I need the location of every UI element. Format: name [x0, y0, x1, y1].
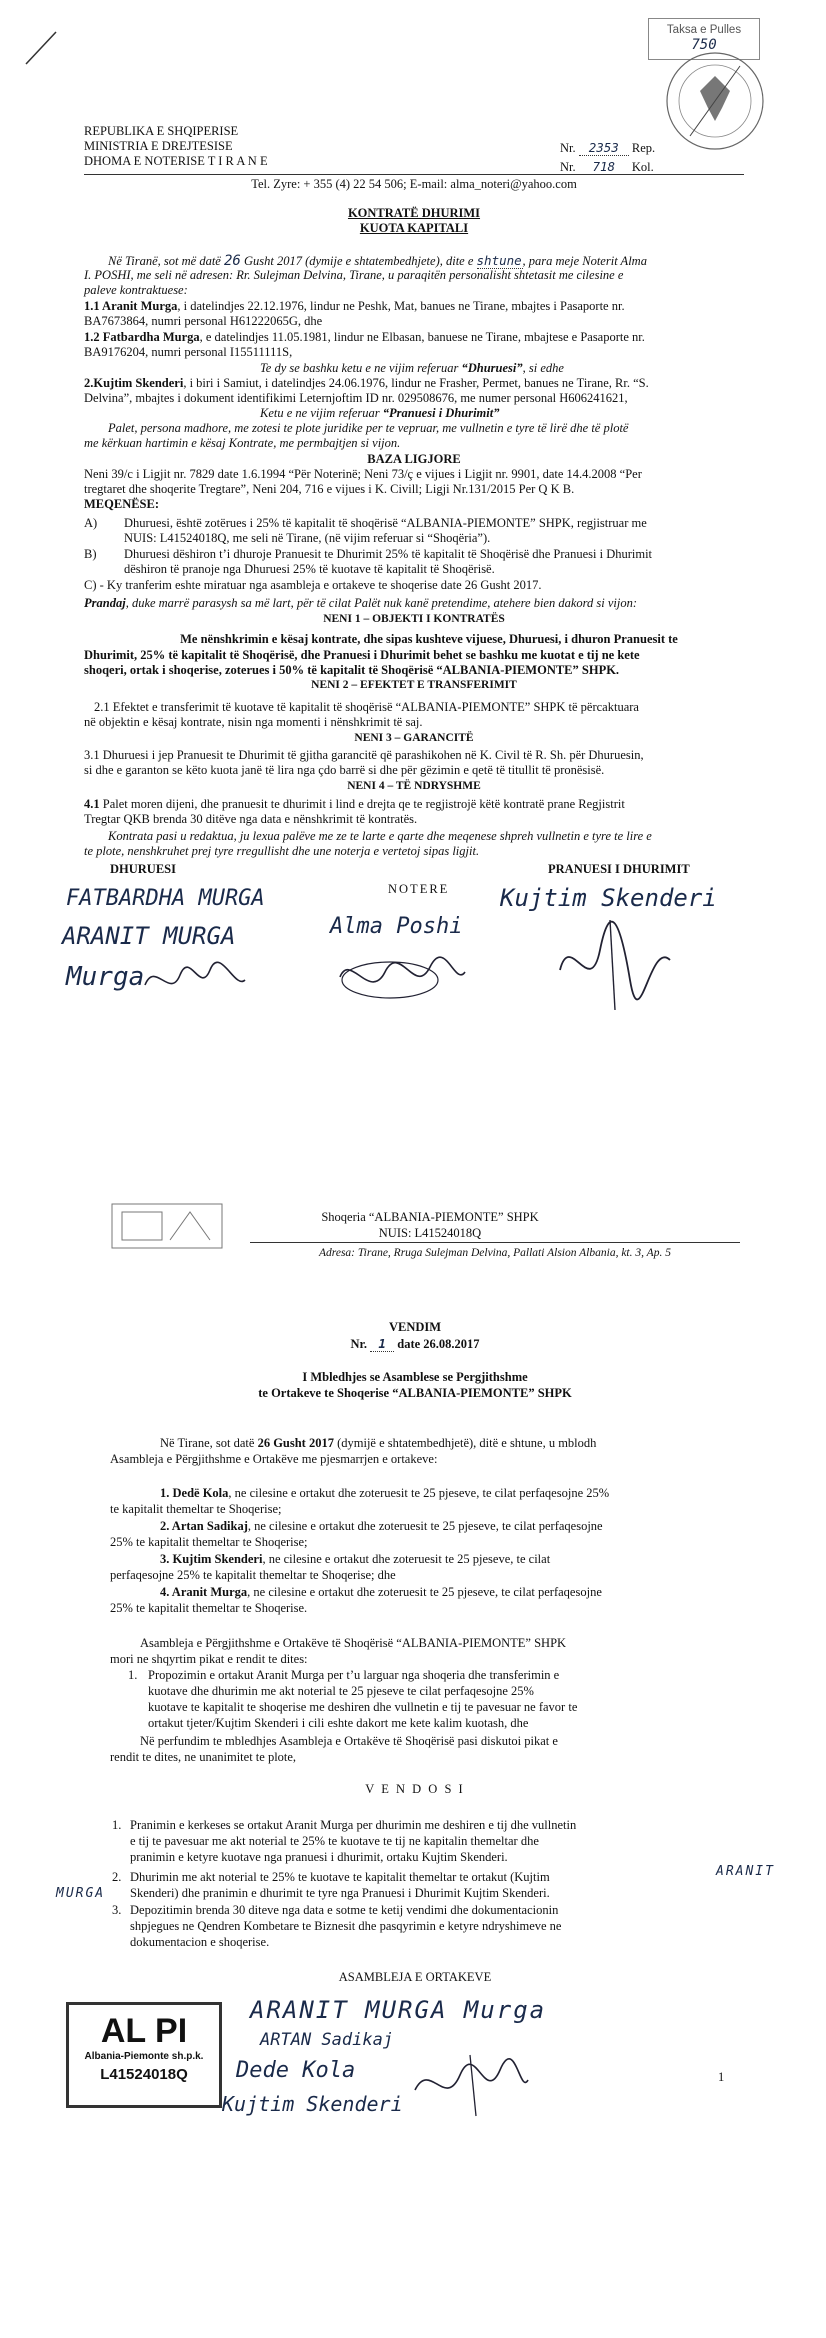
- recital-a-1: Dhuruesi, është zotërues i 25% të kapitalit të shoqërisë “ALBANIA-PIEMONTE” SHPK, regjistruar me: [124, 516, 647, 530]
- article-2-title: NENI 2 – EFEKTET E TRANSFERIMIT: [311, 679, 517, 691]
- tax-stamp-value: 750: [691, 37, 717, 53]
- article-1-line-3: shoqeri, ortak i shoqerise, zoterues i 50% të kapitalit të Shoqërisë “ALBANIA-PIEMONTE” SHPK.: [84, 663, 620, 677]
- recital-c: C) - Ky tranferim eshte miratuar nga asambleja e ortakeve te shoqerise date 26 Gusht 2017.: [84, 578, 542, 592]
- handwritten-name-aranit: ARANIT MURGA: [62, 922, 236, 950]
- decision-intro-2: Asambleja e Përgjithshme e Ortakëve me pjesmarrjen e ortakeve:: [110, 1452, 438, 1466]
- intro-date-post: , para meje Noterit Alma: [522, 254, 647, 268]
- member-1-name: 1. Dedë Kola: [160, 1486, 229, 1500]
- notary-signature-label: NOTERE: [388, 882, 450, 896]
- signature-aranit-murga: ARANIT MURGA Murga: [250, 1996, 547, 2024]
- party-2-details: , e datelindjes 11.05.1981, lindur ne Elbasan, banuese ne Tirane, mbajtese e Pasaporte nr.: [199, 330, 645, 344]
- decision-1-line-1: Pranimin e kerkeses se ortakut Aranit Murga per dhurimin me deshiren e tij dhe vullnetin: [130, 1818, 577, 1832]
- donor-ref-post: , si edhe: [522, 361, 564, 375]
- recital-b-1: Dhuruesi dëshiron t’i dhuroje Pranuesit te Dhurimit 25% të kapitalit të Shoqërisë dhe Pranuesi i Dhurimit: [124, 547, 653, 561]
- party-3: [84, 376, 774, 391]
- article-4-text: Palet moren dijeni, dhe pranuesit te dhurimit i lind e drejta qe te regjistrojë këtë kontratë prane Regjistrit: [99, 797, 625, 811]
- article-4-title: NENI 4 – TË NDRYSHME: [347, 780, 481, 792]
- recital-a-2: NUIS: L41524018Q, me seli në Tirane, (në vijim referuar si “Shoqëria”).: [124, 531, 491, 545]
- member-4-details-2: 25% te kapitalit themeltar te Shoqerise.: [110, 1601, 308, 1615]
- handwritten-margin-aranit: ARANIT: [716, 1864, 775, 1879]
- party-2-name: 1.2 Fatbardha Murga: [84, 330, 200, 344]
- agenda-intro-1: Asambleja e Përgjithshme e Ortakëve të Shoqërisë “ALBANIA-PIEMONTE” SHPK: [140, 1636, 567, 1650]
- closing-line-1: Kontrata pasi u redaktua, ju lexua palëve me ze te larte e qarte dhe meqenese shpreh vullnetin e tyre te lire e: [108, 829, 652, 843]
- company-address: Adresa: Tirane, Rruga Sulejman Delvina, Pallati Alsion Albania, kt. 3, Ap. 5: [319, 1247, 671, 1259]
- donor-ref-pre: Te dy se bashku ketu e ne vijim referuar: [260, 361, 462, 375]
- agenda-item-line-2: kuotave dhe dhurimin me akt noterial te 25 pjeseve te cilat perfaqesojne 25%: [148, 1684, 534, 1698]
- member-1-details: , ne cilesine e ortakut dhe zoteruesit te 25 pjeseve, te cilat perfaqesojne 25%: [228, 1486, 610, 1500]
- company-stamp: [66, 2002, 222, 2108]
- party-3-details: , i biri i Samiut, i datelindjes 24.06.1976, lindur ne Frasher, Permet, banues ne Tirane, Rr. “S.: [183, 376, 649, 390]
- decision-1-line-3: pranimin e ketyre kuotave nga pranuesi i dhurimit, ortaku Kujtim Skenderi.: [130, 1850, 508, 1864]
- party-2: [84, 330, 774, 345]
- decision-number: 1: [370, 1336, 394, 1352]
- decision-3-line-1: Depozitimin brenda 30 diteve nga data e sotme te ketij vendimi dhe dokumentacionin: [130, 1903, 559, 1917]
- agenda-item-line-4: ortakut tjeter/Kujtim Skenderi i cili eshte dakort me kete kalim kuotash, dhe: [148, 1716, 529, 1730]
- decision-intro-date: 26 Gusht 2017: [257, 1436, 334, 1450]
- signature-dede-kola: Dede Kola: [236, 2058, 356, 2083]
- header-block: [84, 124, 268, 169]
- donor-signature-label: DHURUESI: [110, 862, 176, 876]
- company-nuis: NUIS: L41524018Q: [378, 1226, 482, 1240]
- decision-page: [0, 1170, 826, 2338]
- member-3-details-2: perfaqesojne 25% te kapitalit themeltar te Shoqerise; dhe: [110, 1568, 396, 1582]
- company-divider: [250, 1242, 740, 1243]
- assembly-label: ASAMBLEJA E ORTAKEVE: [338, 1970, 492, 1984]
- party-3-name: 2.Kujtim Skenderi: [84, 376, 184, 390]
- member-1: [110, 1486, 750, 1501]
- meeting-title-2: te Ortakeve te Shoqerise “ALBANIA-PIEMONTE” SHPK: [258, 1386, 572, 1400]
- article-3-title: NENI 3 – GARANCITË: [354, 732, 474, 744]
- article-1-line-2: Dhurimit, 25% të kapitalit të Shoqërisë, dhe Pranuesi i Dhurimit behet se bashku me kuotat e tij ne kete: [84, 648, 640, 662]
- recipient-reference: [260, 406, 499, 421]
- recipient-ref-term: “Pranuesi i Dhurimit”: [382, 406, 500, 420]
- page-number: 1: [718, 2070, 725, 2084]
- article-3-line-1: 3.1 Dhuruesi i jep Pranuesit te Dhurimit të gjitha garancitë që parashikohen në K. Civil të R. Sh. për Dhuruesin,: [84, 748, 644, 762]
- decision-intro-pre: Në Tirane, sot datë: [160, 1436, 258, 1450]
- recital-b-label: B): [84, 547, 97, 561]
- party-1-details-2: BA7673864, numri personal H61222065G, dhe: [84, 314, 323, 328]
- donor-signature: Murga: [66, 962, 145, 992]
- article-1-title: NENI 1 – OBJEKTI I KONTRATËS: [323, 613, 505, 625]
- donor-ref-term: “Dhuruesi”: [461, 361, 523, 375]
- intro-line-2: I. POSHI, me seli në adresen: Rr. Sulejman Delvina, Tirane, u paraqitën personalisht shtetasit me cilesine e: [84, 268, 624, 282]
- party-3-details-2: Delvina”, mbajtes i dokument identifikimi Leternjoftim ID nr. 029508676, me numer personal H606241621,: [84, 391, 628, 405]
- kol-number: 718: [579, 159, 629, 175]
- contract-subtitle: KUOTA KAPITALI: [359, 221, 469, 235]
- decision-date: date 26.08.2017: [397, 1337, 480, 1351]
- decision-3-line-2: shpjegues ne Qendren Kombetare te Biznesit dhe pasqyrimin e ketyre ndryshimeve ne: [130, 1919, 562, 1933]
- closing-line-2: te plote, nenshkruhet prej tyre rregullisht dhe une noterja e vertetoj sipas ligjit.: [84, 844, 480, 858]
- intro-date-pre: Në Tiranë, sot më datë: [108, 254, 221, 268]
- member-2-details-2: 25% te kapitalit themeltar te Shoqerise;: [110, 1535, 308, 1549]
- company-stamp-logo: AL PI: [100, 2012, 188, 2050]
- notary-scribble-icon: [330, 942, 470, 1012]
- decision-intro-post: (dymijë e shtatembedhjetë), ditë e shtune, u mblodh: [333, 1436, 597, 1450]
- parties-statement-2: me kërkuan hartimin e kësaj Kontrate, me permbajtjen si vijon.: [84, 436, 401, 450]
- member-3-details: , ne cilesine e ortakut dhe zoteruesit te 25 pjeseve, te cilat: [262, 1552, 551, 1566]
- decision-intro-1: [110, 1436, 750, 1451]
- party-1-details: , i datelindjes 22.12.1976, lindur ne Peshk, Mat, banues ne Tirane, mbajtes i Pasaporte nr.: [177, 299, 625, 313]
- article-4-label: 4.1: [84, 797, 100, 811]
- company-stamp-nuis: L41524018Q: [100, 2066, 188, 2083]
- recipient-signature: Kujtim Skenderi: [500, 884, 717, 912]
- agreement-line: [84, 596, 774, 611]
- decision-1-label: 1.: [112, 1818, 122, 1832]
- decision-title: VENDIM: [388, 1320, 442, 1334]
- agenda-item-label: 1.: [128, 1668, 138, 1682]
- party-1: [84, 299, 774, 314]
- member-2-name: 2. Artan Sadikaj: [160, 1519, 248, 1533]
- article-3-line-2: si dhe e garanton se këto kuota janë të lira nga çdo barrë si dhe për gëzimin e qetë të titullit të pronësisë.: [84, 763, 605, 777]
- header-republic: REPUBLIKA E SHQIPERISE: [84, 124, 239, 138]
- agenda-intro-2: mori ne shqyrtim pikat e rendit te dites:: [110, 1652, 308, 1666]
- company-stamp-name: Albania-Piemonte sh.p.k.: [84, 2051, 204, 2062]
- handwritten-name-fatbardha: FATBARDHA MURGA: [66, 886, 265, 911]
- vendosi-heading: V E N D O S I: [365, 1782, 465, 1796]
- member-4-details: , ne cilesine e ortakut dhe zoteruesit te 25 pjeseve, te cilat perfaqesojne: [247, 1585, 602, 1599]
- decision-3-label: 3.: [112, 1903, 122, 1917]
- donor-reference: [260, 361, 564, 376]
- decision-2-line-2: Skenderi) dhe pranimin e dhurimit te tyre nga Pranuesi i Dhurimit Kujtim Skenderi.: [130, 1886, 550, 1900]
- member-1-details-2: te kapitalit themeltar te Shoqerise;: [110, 1502, 282, 1516]
- header-ministry: MINISTRIA E DREJTESISE: [84, 139, 233, 153]
- agenda-item-line-3: kuotave te kapitalit te shoqerise me deshiren dhe vullnetin e tij te pavesuar ne favor te: [148, 1700, 578, 1714]
- recital-b-2: dëshiron të pranoje nga Dhuruesi 25% të kuotave të kapitalit të Shoqërisë.: [124, 562, 495, 576]
- recipient-ref-pre: Ketu e ne vijim referuar: [260, 406, 383, 420]
- kol-suffix: Kol.: [631, 160, 654, 174]
- party-2-details-2: BA9176204, numri personal I15511111S,: [84, 345, 293, 359]
- intro-day: 26: [223, 253, 241, 269]
- header-divider: [84, 174, 744, 175]
- company-name: Shoqeria “ALBANIA-PIEMONTE” SHPK: [321, 1210, 539, 1224]
- parties-statement-1: Palet, persona madhore, me zotesi te plote juridike per te vepruar, me vullnetin e tyre të lirë dhe të plotë: [108, 421, 629, 435]
- member-3: [110, 1552, 750, 1567]
- donor-scribble-icon: [140, 955, 250, 1005]
- decision-1-line-2: e tij te pavesuar me akt noterial te 25% te kuotave te tij ne kapitalin themeltar dhe: [130, 1834, 539, 1848]
- conclusion-line-2: rendit te dites, ne unanimitet te plote,: [110, 1750, 297, 1764]
- article-1-line-1: Me nënshkrimin e kësaj kontrate, dhe sipas kushteve vijuese, Dhuruesi, i dhuron Pranuesit te: [180, 632, 678, 646]
- article-4-line-1: [84, 797, 784, 812]
- agreement-rest: , duke marrë parasysh sa më lart, për të cilat Palët nuk kanë pretendime, atehere bien dakord si vijon:: [125, 596, 638, 610]
- intro-line-1: [84, 253, 764, 269]
- recipient-scribble-icon: [540, 910, 680, 1020]
- rep-number-line: [560, 140, 655, 156]
- recital-a-label: A): [84, 516, 98, 530]
- tax-stamp-label: Taksa e Pulles: [666, 24, 742, 36]
- signature-artan-sadikaj: ARTAN Sadikaj: [260, 2030, 394, 2050]
- intro-line-3: paleve kontraktuese:: [84, 283, 188, 297]
- decision-2-line-1: Dhurimin me akt noterial te 25% te kuotave te kapitalit themeltar te ortakut (Kujtim: [130, 1870, 550, 1884]
- company-logo-icon: [110, 1202, 230, 1252]
- legal-basis-1: Neni 39/c i Ligjit nr. 7829 date 1.6.1994 “Për Noterinë; Neni 73/ç e vijues i Ligjit nr. 9901, date 14.4.2008 “Per: [84, 467, 642, 481]
- article-2-line-1: 2.1 Efektet e transferimit të kuotave të kapitalit të shoqërisë “ALBANIA-PIEMONTE” SHPK të përcaktuara: [94, 700, 639, 714]
- member-4: [110, 1585, 750, 1600]
- rep-suffix: Rep.: [631, 141, 656, 155]
- decision-nr-label: Nr.: [350, 1337, 367, 1351]
- corner-slash-mark: [22, 28, 62, 68]
- meeting-title-1: I Mbledhjes se Asamblese se Pergjithshme: [302, 1370, 528, 1384]
- decision-number-line: [250, 1336, 580, 1352]
- member-2-details: , ne cilesine e ortakut dhe zoteruesit te 25 pjeseve, te cilat perfaqesojne: [247, 1519, 603, 1533]
- decision-2-label: 2.: [112, 1870, 122, 1884]
- intro-date-mid: Gusht 2017 (dymije e shtatembedhjete), dite e: [243, 254, 474, 268]
- header-contact: Tel. Zyre: + 355 (4) 22 54 506; E-mail: alma_noteri@yahoo.com: [251, 177, 577, 191]
- party-1-name: 1.1 Aranit Murga: [84, 299, 178, 313]
- intro-weekday: shtune: [476, 253, 522, 268]
- notary-seal-icon: [660, 46, 770, 156]
- signature-kujtim-skenderi: Kujtim Skenderi: [222, 2092, 403, 2116]
- article-4-line-2: Tregtar QKB brenda 30 ditëve nga data e nënshkrimit të kontratës.: [84, 812, 418, 826]
- agreement-pre: Prandaj: [84, 596, 126, 610]
- kol-label: Nr.: [560, 160, 576, 174]
- assembly-scribble-icon: [410, 2050, 530, 2120]
- member-4-name: 4. Aranit Murga: [160, 1585, 248, 1599]
- member-2: [110, 1519, 750, 1534]
- legal-basis-2: tregtaret dhe shoqerite Tregtare”, Neni 204, 716 e vijues i K. Civill; Ligji Nr.131/2015 Per Q K B.: [84, 482, 575, 496]
- contract-title: KONTRATË DHURIMI: [347, 206, 481, 220]
- conclusion-line-1: Në perfundim te mbledhjes Asambleja e Ortakëve të Shoqërisë pasi diskutoi pikat e: [140, 1734, 558, 1748]
- kol-number-line: [560, 159, 654, 175]
- legal-basis-title: BAZA LIGJORE: [367, 452, 461, 466]
- recitals-title: MEQENËSE:: [84, 497, 160, 511]
- rep-number: 2353: [579, 140, 629, 156]
- article-2-line-2: në objektin e kësaj kontrate, nisin nga momenti i nënshkrimit të saj.: [84, 715, 423, 729]
- decision-3-line-3: dokumentacion e shoqerise.: [130, 1935, 270, 1949]
- handwritten-margin-murga: MURGA: [56, 1886, 106, 1901]
- recipient-signature-label: PRANUESI I DHURIMIT: [548, 862, 690, 876]
- agenda-item-line-1: Propozimin e ortakut Aranit Murga per t’u larguar nga shoqeria dhe transferimin e: [148, 1668, 560, 1682]
- notary-signature: Alma Poshi: [330, 914, 463, 939]
- rep-label: Nr.: [560, 141, 576, 155]
- header-chamber: DHOMA E NOTERISE T I R A N E: [84, 154, 268, 168]
- member-3-name: 3. Kujtim Skenderi: [160, 1552, 263, 1566]
